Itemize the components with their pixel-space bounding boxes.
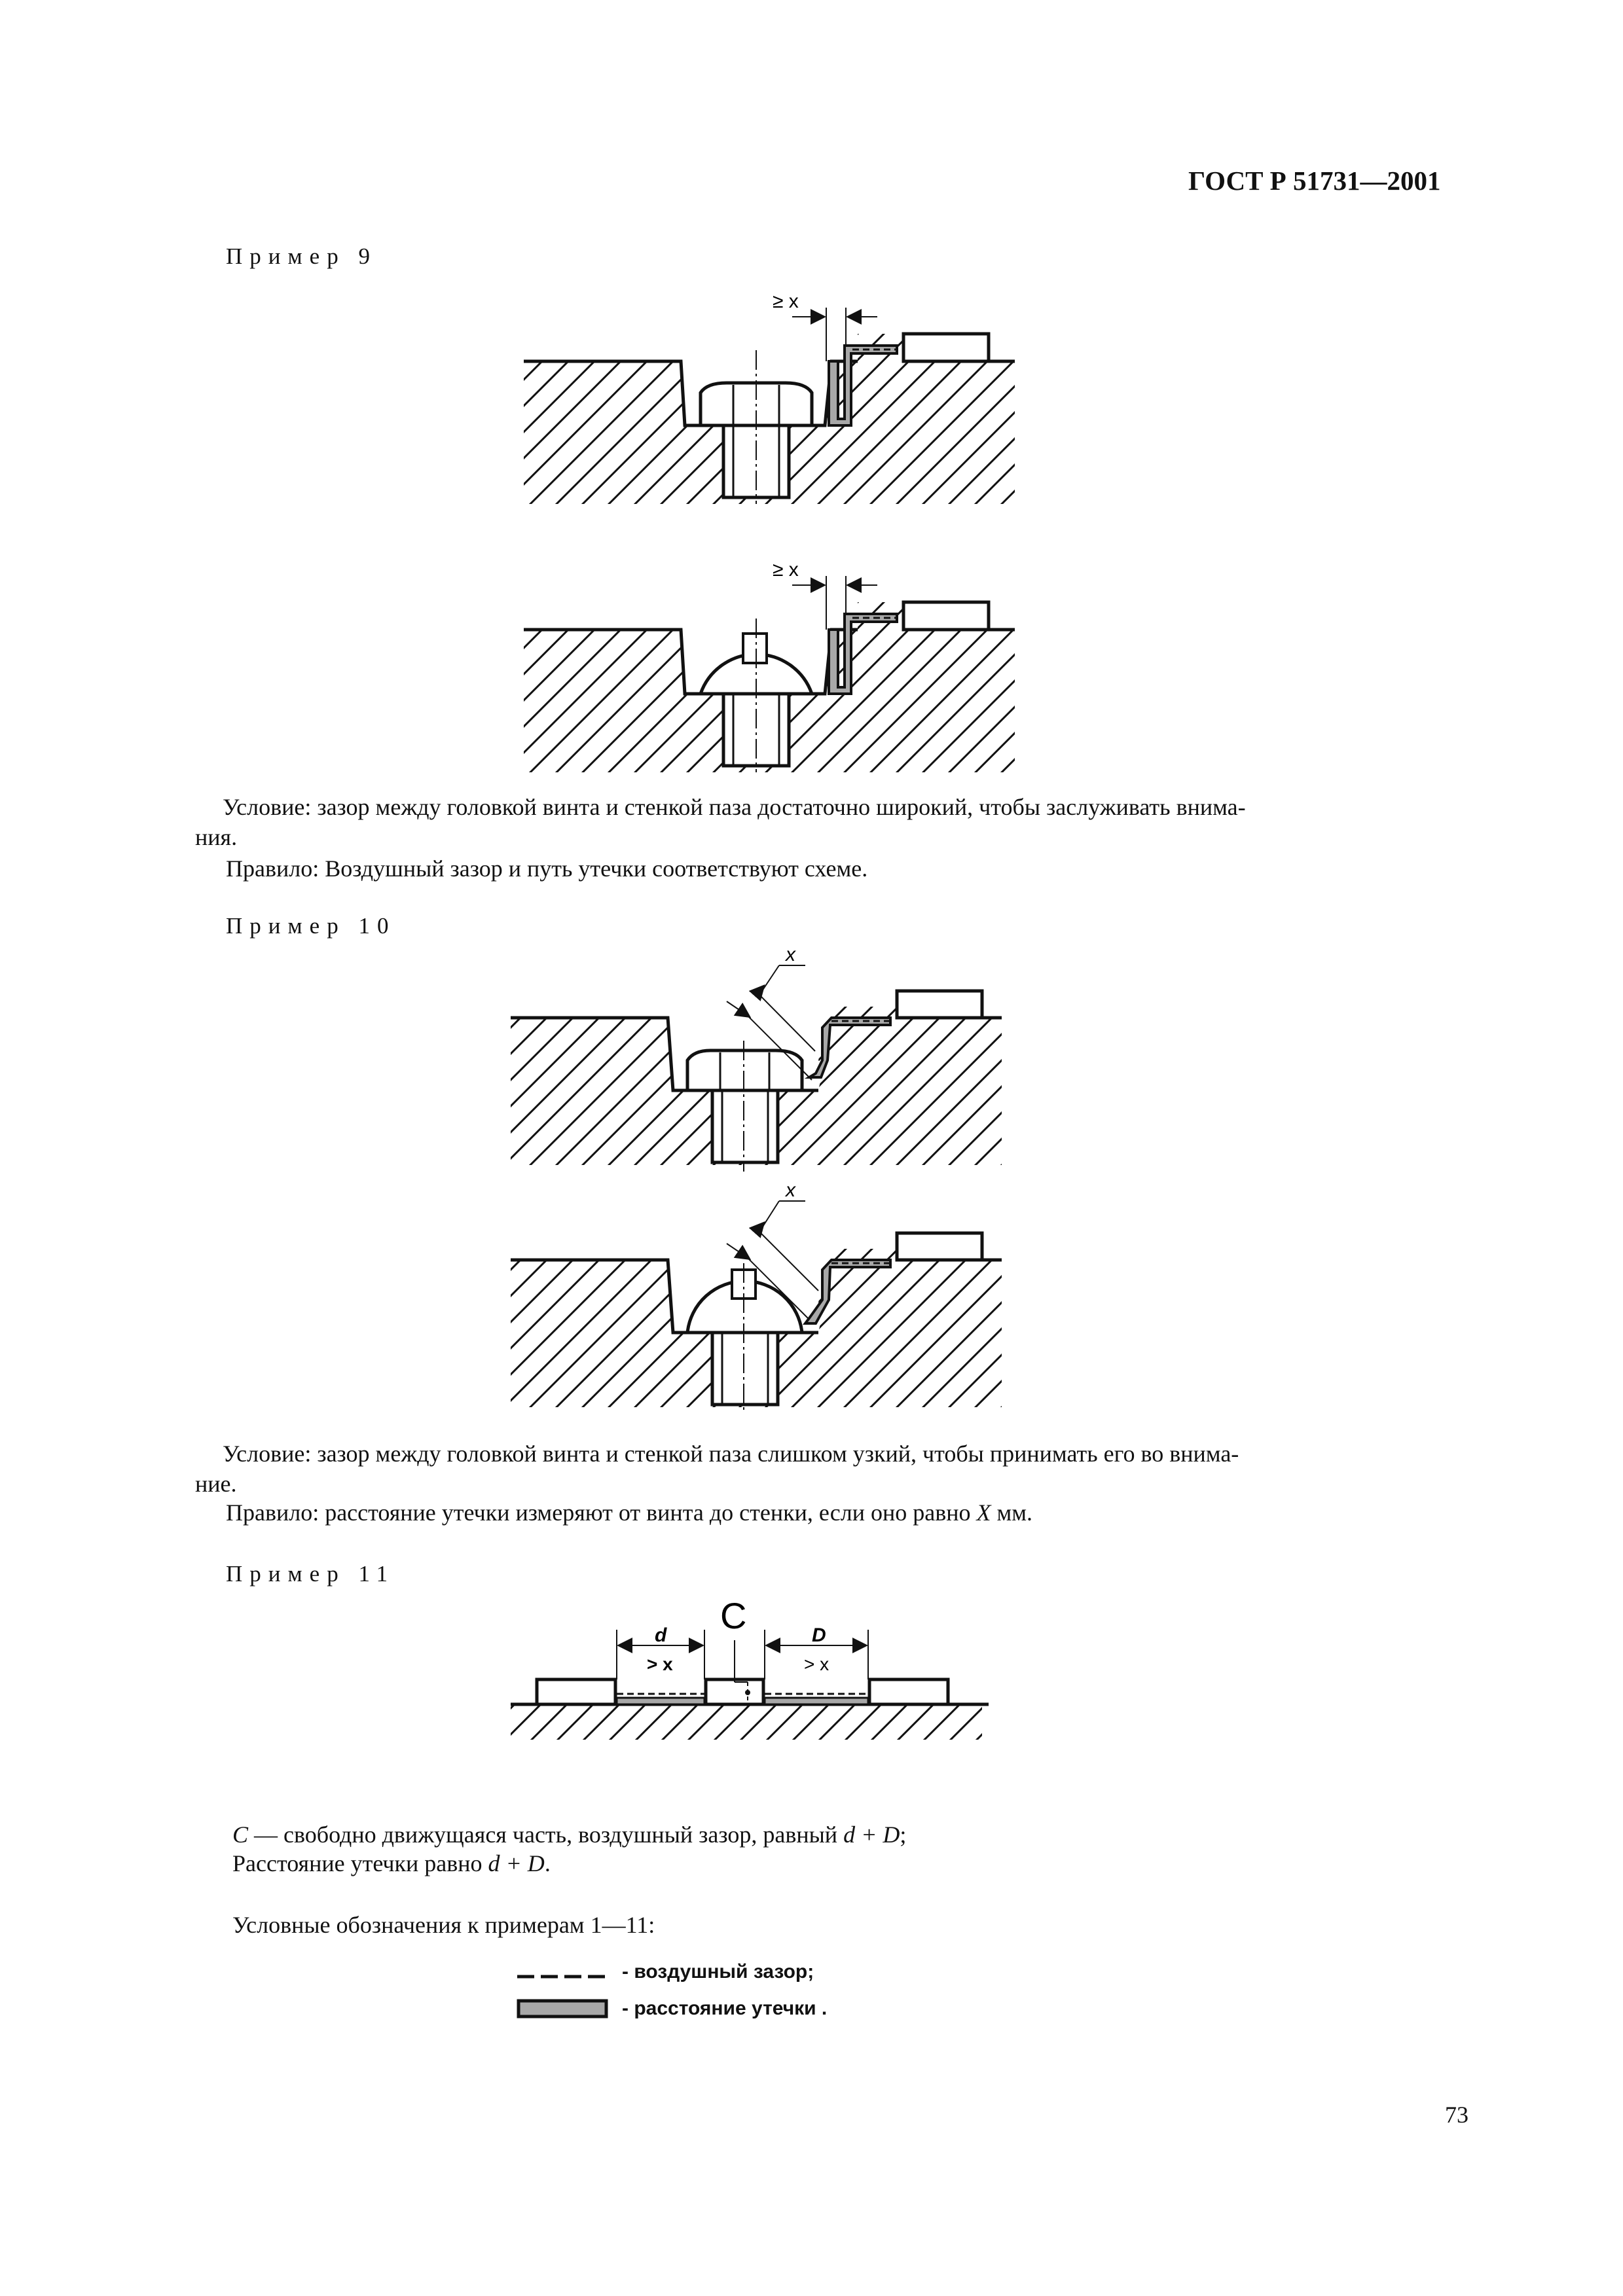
example-11-title: Пример 11 xyxy=(226,1561,395,1587)
example-9-title: Пример 9 xyxy=(226,243,377,269)
dim-label-x: x xyxy=(786,1179,795,1201)
example-10-title: Пример 10 xyxy=(226,913,396,939)
example-9-condition: Условие: зазор между головкой винта и стенкой паза достаточно широкий, чтобы заслуживать внима- ния. xyxy=(195,794,1246,850)
legend-leakage-label: - расстояние утечки . xyxy=(622,1998,828,2019)
example-10-rule: Правило: расстояние утечки измеряют от винта до стенки, если оно равно X мм. xyxy=(226,1499,1033,1526)
example-10-condition: Условие: зазор между головкой винта и стенкой паза слишком узкий, чтобы принимать его во внима- ние. xyxy=(195,1441,1239,1497)
legend-title: Условные обозначения к примерам 1—11: xyxy=(232,1912,655,1938)
legend-air-gap-label: - воздушный зазор; xyxy=(622,1961,814,1982)
example-9-figure-hex-screw xyxy=(511,288,1034,511)
document-header: ГОСТ Р 51731—2001 xyxy=(1188,166,1441,196)
dim-label-d: d xyxy=(655,1624,667,1646)
example-10-figure-hex-screw xyxy=(504,929,1028,1178)
example-11-note-leakage: Расстояние утечки равно d + D. xyxy=(232,1850,551,1876)
example-10-figure-round-screw xyxy=(504,1172,1028,1420)
dim-label-ge-x: ≥ x xyxy=(773,559,799,581)
example-9-figure-round-screw xyxy=(511,556,1034,779)
dim-label-x: x xyxy=(786,944,795,965)
dim-label-gt-x-left: > x xyxy=(647,1654,673,1674)
label-moving-part-c: C xyxy=(720,1595,747,1636)
dim-label-gt-x-right: > x xyxy=(804,1654,830,1674)
page-number: 73 xyxy=(1445,2102,1468,2128)
example-9-rule: Правило: Воздушный зазор и путь утечки соответствуют схеме. xyxy=(226,855,868,882)
dim-label-D: D xyxy=(812,1624,826,1646)
legend-air-gap-symbol xyxy=(517,1967,609,1986)
legend-leakage-symbol xyxy=(517,1998,609,2019)
example-11-note-air-gap: C — свободно движущаяся часть, воздушный зазор, равный d + D; xyxy=(232,1821,907,1848)
example-11-figure-moving-part xyxy=(504,1584,1002,1754)
dim-label-ge-x: ≥ x xyxy=(773,291,799,312)
